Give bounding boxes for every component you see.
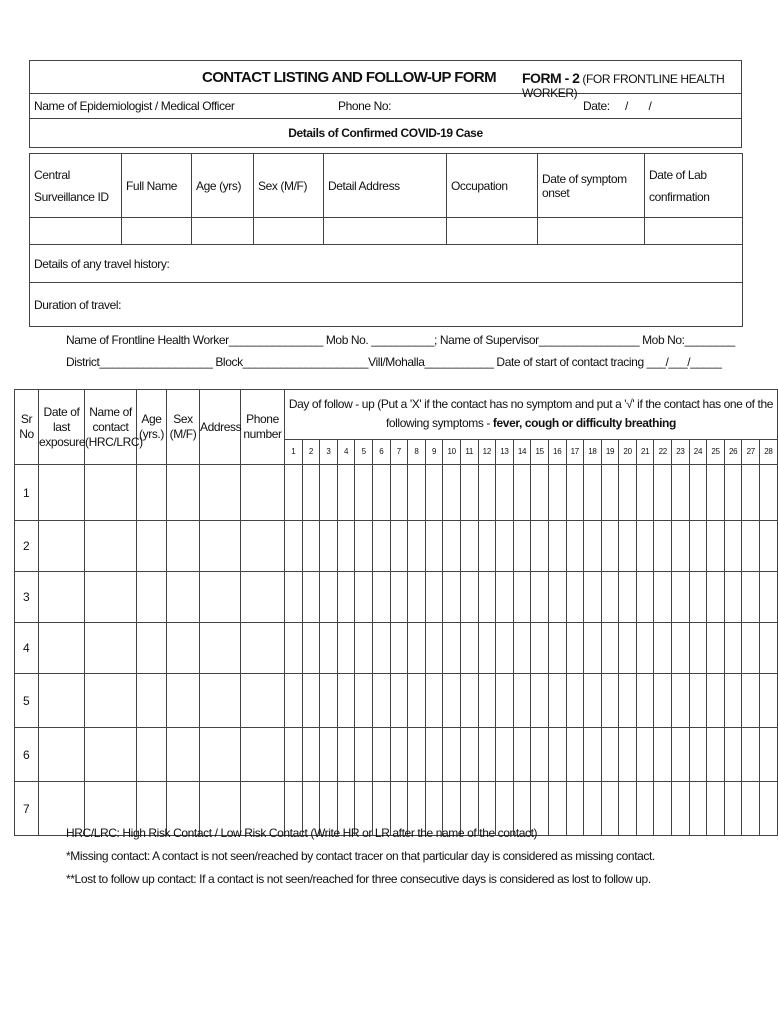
entry-cell[interactable] — [513, 572, 531, 623]
entry-cell[interactable] — [137, 572, 167, 623]
entry-cell[interactable] — [285, 623, 303, 674]
entry-cell[interactable] — [443, 674, 461, 728]
entry-cell[interactable] — [601, 572, 619, 623]
entry-cell[interactable] — [548, 623, 566, 674]
entry-cell[interactable] — [531, 521, 549, 572]
entry-cell[interactable] — [241, 728, 285, 782]
entry-cell[interactable] — [372, 521, 390, 572]
entry-cell[interactable] — [513, 465, 531, 521]
entry-cell[interactable] — [636, 521, 654, 572]
col-age: Age (yrs) — [192, 154, 254, 218]
entry-cell[interactable] — [531, 674, 549, 728]
entry-cell[interactable] — [619, 465, 637, 521]
entry-cell[interactable] — [137, 674, 167, 728]
entry-cell[interactable] — [85, 728, 137, 782]
entry-cell[interactable] — [478, 465, 496, 521]
entry-cell[interactable] — [760, 623, 778, 674]
entry-cell[interactable] — [39, 623, 85, 674]
case-entry-cell[interactable] — [30, 218, 122, 245]
entry-cell[interactable] — [531, 728, 549, 782]
day-number: 7 — [390, 439, 408, 464]
entry-cell[interactable] — [320, 465, 338, 521]
entry-cell[interactable] — [566, 521, 584, 572]
entry-cell[interactable] — [355, 521, 373, 572]
entry-cell[interactable] — [285, 521, 303, 572]
day-number: 12 — [478, 439, 496, 464]
entry-cell[interactable] — [566, 623, 584, 674]
day-number: 9 — [425, 439, 443, 464]
entry-cell[interactable] — [390, 728, 408, 782]
entry-cell[interactable] — [636, 674, 654, 728]
entry-cell[interactable] — [85, 521, 137, 572]
entry-cell[interactable] — [408, 572, 426, 623]
entry-cell[interactable] — [601, 465, 619, 521]
form-title: CONTACT LISTING AND FOLLOW-UP FORM — [202, 69, 496, 86]
entry-cell[interactable] — [408, 465, 426, 521]
row-number: 7 — [15, 782, 39, 836]
entry-cell[interactable] — [355, 728, 373, 782]
entry-cell[interactable] — [408, 674, 426, 728]
entry-cell[interactable] — [137, 728, 167, 782]
day-number: 14 — [513, 439, 531, 464]
travel-duration-field[interactable]: Duration of travel: — [30, 283, 743, 327]
day-heading-symptoms: fever, cough or difficulty breathing — [492, 416, 676, 431]
entry-cell[interactable] — [167, 623, 200, 674]
entry-cell[interactable] — [337, 623, 355, 674]
entry-cell[interactable] — [724, 521, 742, 572]
day-number: 27 — [742, 439, 760, 464]
epidemiologist-label: Name of Epidemiologist / Medical Officer — [34, 99, 235, 113]
entry-cell[interactable] — [320, 623, 338, 674]
entry-cell[interactable] — [137, 521, 167, 572]
table-row — [15, 521, 778, 572]
entry-cell[interactable] — [636, 572, 654, 623]
entry-cell[interactable] — [85, 465, 137, 521]
title-cell — [30, 61, 742, 100]
entry-cell[interactable] — [742, 728, 760, 782]
col-sex: Sex (M/F) — [167, 390, 200, 465]
entry-cell[interactable] — [672, 521, 690, 572]
day-heading-text: Day of follow - up (Put a 'X' if the contact has no symptom and put a '√' if the contact has one of the following symptoms - — [288, 397, 774, 431]
officer-row — [30, 94, 742, 119]
note-hrc-lrc: HRC/LRC: High Risk Contact / Low Risk Contact (Write HR or LR after the name of the contact) — [66, 826, 538, 840]
entry-cell[interactable] — [200, 521, 241, 572]
row-number: 4 — [15, 623, 39, 674]
case-entry-cell[interactable] — [645, 218, 743, 245]
entry-cell[interactable] — [742, 674, 760, 728]
entry-cell[interactable] — [443, 572, 461, 623]
day-number: 4 — [337, 439, 355, 464]
note-missing-contact: *Missing contact: A contact is not seen/reached by contact tracer on that particular day is considered as missing contact. — [66, 849, 655, 863]
entry-cell[interactable] — [566, 728, 584, 782]
entry-cell[interactable] — [302, 674, 320, 728]
entry-cell[interactable] — [636, 623, 654, 674]
case-entry-cell[interactable] — [122, 218, 192, 245]
col-sr-no: Sr No — [15, 390, 39, 465]
day-number: 26 — [724, 439, 742, 464]
entry-cell[interactable] — [707, 465, 725, 521]
entry-cell[interactable] — [302, 572, 320, 623]
case-heading: Details of Confirmed COVID-19 Case — [30, 119, 742, 148]
table-row — [15, 728, 778, 782]
form-header-box — [29, 60, 742, 148]
entry-cell[interactable] — [760, 728, 778, 782]
entry-cell[interactable] — [390, 572, 408, 623]
entry-cell[interactable] — [302, 465, 320, 521]
entry-cell[interactable] — [355, 465, 373, 521]
entry-cell[interactable] — [390, 465, 408, 521]
case-entry-cell[interactable] — [254, 218, 324, 245]
entry-cell[interactable] — [167, 465, 200, 521]
entry-cell[interactable] — [619, 728, 637, 782]
entry-cell[interactable] — [513, 521, 531, 572]
entry-cell[interactable] — [200, 465, 241, 521]
entry-cell[interactable] — [478, 728, 496, 782]
entry-cell[interactable] — [408, 623, 426, 674]
entry-cell[interactable] — [513, 728, 531, 782]
entry-cell[interactable] — [654, 521, 672, 572]
day-number: 10 — [443, 439, 461, 464]
entry-cell[interactable] — [425, 674, 443, 728]
entry-cell[interactable] — [707, 674, 725, 728]
entry-cell[interactable] — [200, 674, 241, 728]
entry-cell[interactable] — [707, 728, 725, 782]
entry-cell[interactable] — [39, 465, 85, 521]
entry-cell[interactable] — [167, 572, 200, 623]
entry-cell[interactable] — [689, 572, 707, 623]
entry-cell[interactable] — [285, 674, 303, 728]
entry-cell[interactable] — [337, 572, 355, 623]
col-full-name: Full Name — [122, 154, 192, 218]
case-entry-cell[interactable] — [447, 218, 538, 245]
entry-cell[interactable] — [566, 465, 584, 521]
phone-label: Phone No: — [338, 99, 392, 113]
entry-cell[interactable] — [167, 674, 200, 728]
entry-cell[interactable] — [707, 623, 725, 674]
col-address: Detail Address — [324, 154, 447, 218]
day-number: 24 — [689, 439, 707, 464]
entry-cell[interactable] — [200, 572, 241, 623]
entry-cell[interactable] — [460, 728, 478, 782]
day-number: 6 — [372, 439, 390, 464]
case-entry-cell[interactable] — [192, 218, 254, 245]
day-number: 18 — [584, 439, 602, 464]
entry-cell[interactable] — [707, 521, 725, 572]
entry-cell[interactable] — [337, 521, 355, 572]
col-phone: Phone number — [241, 390, 285, 465]
entry-cell[interactable] — [619, 674, 637, 728]
day-number: 22 — [654, 439, 672, 464]
entry-cell[interactable] — [619, 521, 637, 572]
entry-cell[interactable] — [566, 674, 584, 728]
entry-cell[interactable] — [566, 572, 584, 623]
entry-cell[interactable] — [654, 623, 672, 674]
entry-cell[interactable] — [478, 623, 496, 674]
day-number: 11 — [460, 439, 478, 464]
entry-cell[interactable] — [302, 623, 320, 674]
notes-section — [66, 822, 756, 891]
form-audience: (FOR FRONTLINE HEALTH WORKER) — [522, 72, 725, 100]
followup-table — [14, 389, 778, 836]
entry-cell[interactable] — [601, 674, 619, 728]
table-row — [15, 465, 778, 521]
entry-cell[interactable] — [167, 728, 200, 782]
frontline-line-2[interactable]: District__________________ Block____________________Vill/Mohalla___________ Date of start of contact tracing ___/___/_____ — [66, 355, 722, 369]
entry-cell[interactable] — [584, 623, 602, 674]
entry-cell[interactable] — [531, 623, 549, 674]
entry-cell[interactable] — [742, 521, 760, 572]
day-number: 21 — [636, 439, 654, 464]
day-number: 3 — [320, 439, 338, 464]
day-followup-heading — [285, 390, 778, 440]
entry-cell[interactable] — [760, 572, 778, 623]
entry-cell[interactable] — [689, 623, 707, 674]
day-number: 5 — [355, 439, 373, 464]
entry-cell[interactable] — [241, 521, 285, 572]
entry-cell[interactable] — [601, 623, 619, 674]
entry-cell[interactable] — [372, 572, 390, 623]
entry-cell[interactable] — [601, 521, 619, 572]
day-number: 2 — [302, 439, 320, 464]
entry-cell[interactable] — [372, 623, 390, 674]
entry-cell[interactable] — [760, 521, 778, 572]
entry-cell[interactable] — [39, 674, 85, 728]
col-sex: Sex (M/F) — [254, 154, 324, 218]
entry-cell[interactable] — [654, 728, 672, 782]
entry-cell[interactable] — [496, 465, 514, 521]
date-separators: / / — [625, 99, 652, 113]
entry-cell[interactable] — [724, 623, 742, 674]
day-number: 17 — [566, 439, 584, 464]
entry-cell[interactable] — [548, 465, 566, 521]
entry-cell[interactable] — [39, 572, 85, 623]
entry-cell[interactable] — [636, 465, 654, 521]
day-number: 28 — [760, 439, 778, 464]
entry-cell[interactable] — [601, 728, 619, 782]
row-number: 2 — [15, 521, 39, 572]
entry-cell[interactable] — [742, 465, 760, 521]
col-occupation: Occupation — [447, 154, 538, 218]
entry-cell[interactable] — [390, 521, 408, 572]
entry-cell[interactable] — [672, 572, 690, 623]
entry-cell[interactable] — [85, 572, 137, 623]
entry-cell[interactable] — [584, 674, 602, 728]
entry-cell[interactable] — [355, 572, 373, 623]
entry-cell[interactable] — [672, 623, 690, 674]
entry-cell[interactable] — [425, 623, 443, 674]
form-number-label: FORM - 2 — [522, 70, 580, 86]
entry-cell[interactable] — [513, 674, 531, 728]
day-number: 25 — [707, 439, 725, 464]
entry-cell[interactable] — [137, 623, 167, 674]
entry-cell[interactable] — [355, 674, 373, 728]
entry-cell[interactable] — [548, 572, 566, 623]
entry-cell[interactable] — [584, 728, 602, 782]
day-number: 20 — [619, 439, 637, 464]
entry-cell[interactable] — [425, 728, 443, 782]
entry-cell[interactable] — [478, 521, 496, 572]
entry-cell[interactable] — [478, 674, 496, 728]
table-row — [15, 572, 778, 623]
entry-cell[interactable] — [408, 728, 426, 782]
day-number: 19 — [601, 439, 619, 464]
entry-cell[interactable] — [241, 465, 285, 521]
entry-cell[interactable] — [460, 674, 478, 728]
entry-cell[interactable] — [390, 623, 408, 674]
entry-cell[interactable] — [241, 674, 285, 728]
day-number: 16 — [548, 439, 566, 464]
entry-cell[interactable] — [760, 674, 778, 728]
table-row — [15, 623, 778, 674]
date-label: Date: — [583, 99, 610, 113]
entry-cell[interactable] — [496, 623, 514, 674]
entry-cell[interactable] — [689, 465, 707, 521]
frontline-line-1[interactable]: Name of Frontline Health Worker_______________ Mob No. __________; Name of Supervisor________________ Mob No:________ — [66, 333, 735, 347]
entry-cell[interactable] — [200, 728, 241, 782]
entry-cell[interactable] — [496, 728, 514, 782]
col-symptom-onset: Date of symptom onset — [538, 154, 645, 218]
entry-cell[interactable] — [302, 728, 320, 782]
entry-cell[interactable] — [460, 572, 478, 623]
entry-cell[interactable] — [760, 782, 778, 836]
entry-cell[interactable] — [443, 623, 461, 674]
table-row — [15, 674, 778, 728]
entry-cell[interactable] — [584, 465, 602, 521]
entry-cell[interactable] — [390, 674, 408, 728]
entry-cell[interactable] — [478, 572, 496, 623]
case-entry-cell[interactable] — [538, 218, 645, 245]
entry-cell[interactable] — [372, 465, 390, 521]
entry-cell[interactable] — [672, 728, 690, 782]
entry-cell[interactable] — [531, 465, 549, 521]
entry-cell[interactable] — [408, 521, 426, 572]
entry-cell[interactable] — [443, 465, 461, 521]
entry-cell[interactable] — [460, 465, 478, 521]
entry-cell[interactable] — [241, 572, 285, 623]
entry-cell[interactable] — [39, 728, 85, 782]
entry-cell[interactable] — [672, 465, 690, 521]
entry-cell[interactable] — [584, 521, 602, 572]
row-number: 5 — [15, 674, 39, 728]
entry-cell[interactable] — [372, 674, 390, 728]
entry-cell[interactable] — [654, 674, 672, 728]
entry-cell[interactable] — [200, 623, 241, 674]
col-lab-confirmation: Date of Lab confirmation — [645, 154, 743, 218]
entry-cell[interactable] — [496, 572, 514, 623]
entry-cell[interactable] — [742, 623, 760, 674]
col-last-exposure: Date of last exposure — [39, 390, 85, 465]
entry-cell[interactable] — [689, 674, 707, 728]
frontline-worker-section — [66, 329, 746, 373]
row-number: 6 — [15, 728, 39, 782]
entry-cell[interactable] — [320, 674, 338, 728]
entry-cell[interactable] — [85, 623, 137, 674]
entry-cell[interactable] — [337, 728, 355, 782]
entry-cell[interactable] — [654, 572, 672, 623]
day-number: 13 — [496, 439, 514, 464]
entry-cell[interactable] — [167, 521, 200, 572]
note-lost-to-followup: **Lost to follow up contact: If a contact is not seen/reached for three consecutive days is considered as lost to follow up. — [66, 872, 651, 886]
row-number: 1 — [15, 465, 39, 521]
entry-cell[interactable] — [636, 728, 654, 782]
entry-cell[interactable] — [760, 465, 778, 521]
entry-cell[interactable] — [320, 728, 338, 782]
entry-cell[interactable] — [619, 623, 637, 674]
entry-cell[interactable] — [460, 521, 478, 572]
entry-cell[interactable] — [425, 572, 443, 623]
entry-cell[interactable] — [548, 728, 566, 782]
entry-cell[interactable] — [496, 521, 514, 572]
entry-cell[interactable] — [672, 674, 690, 728]
day-number: 8 — [408, 439, 426, 464]
entry-cell[interactable] — [337, 674, 355, 728]
entry-cell[interactable] — [425, 521, 443, 572]
entry-cell[interactable] — [724, 572, 742, 623]
entry-cell[interactable] — [724, 674, 742, 728]
entry-cell[interactable] — [548, 521, 566, 572]
row-number: 3 — [15, 572, 39, 623]
entry-cell[interactable] — [285, 465, 303, 521]
entry-cell[interactable] — [241, 623, 285, 674]
entry-cell[interactable] — [285, 572, 303, 623]
entry-cell[interactable] — [425, 465, 443, 521]
entry-cell[interactable] — [548, 674, 566, 728]
entry-cell[interactable] — [39, 521, 85, 572]
entry-cell[interactable] — [285, 728, 303, 782]
entry-cell[interactable] — [137, 465, 167, 521]
entry-cell[interactable] — [742, 572, 760, 623]
entry-cell[interactable] — [320, 572, 338, 623]
entry-cell[interactable] — [584, 572, 602, 623]
entry-cell[interactable] — [689, 728, 707, 782]
entry-cell[interactable] — [460, 623, 478, 674]
entry-cell[interactable] — [707, 572, 725, 623]
col-contact-name: Name of contact (HRC/LRC) — [85, 390, 137, 465]
col-age: Age (yrs.) — [137, 390, 167, 465]
entry-cell[interactable] — [443, 521, 461, 572]
entry-cell[interactable] — [337, 465, 355, 521]
entry-cell[interactable] — [320, 521, 338, 572]
entry-cell[interactable] — [496, 674, 514, 728]
entry-cell[interactable] — [513, 623, 531, 674]
entry-cell[interactable] — [355, 623, 373, 674]
entry-cell[interactable] — [85, 674, 137, 728]
col-address: Address — [200, 390, 241, 465]
entry-cell[interactable] — [654, 465, 672, 521]
entry-cell[interactable] — [689, 521, 707, 572]
entry-cell[interactable] — [619, 572, 637, 623]
entry-cell[interactable] — [724, 465, 742, 521]
entry-cell[interactable] — [724, 728, 742, 782]
day-number: 15 — [531, 439, 549, 464]
travel-history-field[interactable]: Details of any travel history: — [30, 245, 743, 283]
entry-cell[interactable] — [443, 728, 461, 782]
entry-cell[interactable] — [531, 572, 549, 623]
case-details-table — [29, 153, 743, 327]
entry-cell[interactable] — [302, 521, 320, 572]
entry-cell[interactable] — [372, 728, 390, 782]
day-number: 1 — [285, 439, 303, 464]
col-surveillance-id: Central Surveillance ID — [30, 154, 122, 218]
case-entry-cell[interactable] — [324, 218, 447, 245]
day-number: 23 — [672, 439, 690, 464]
